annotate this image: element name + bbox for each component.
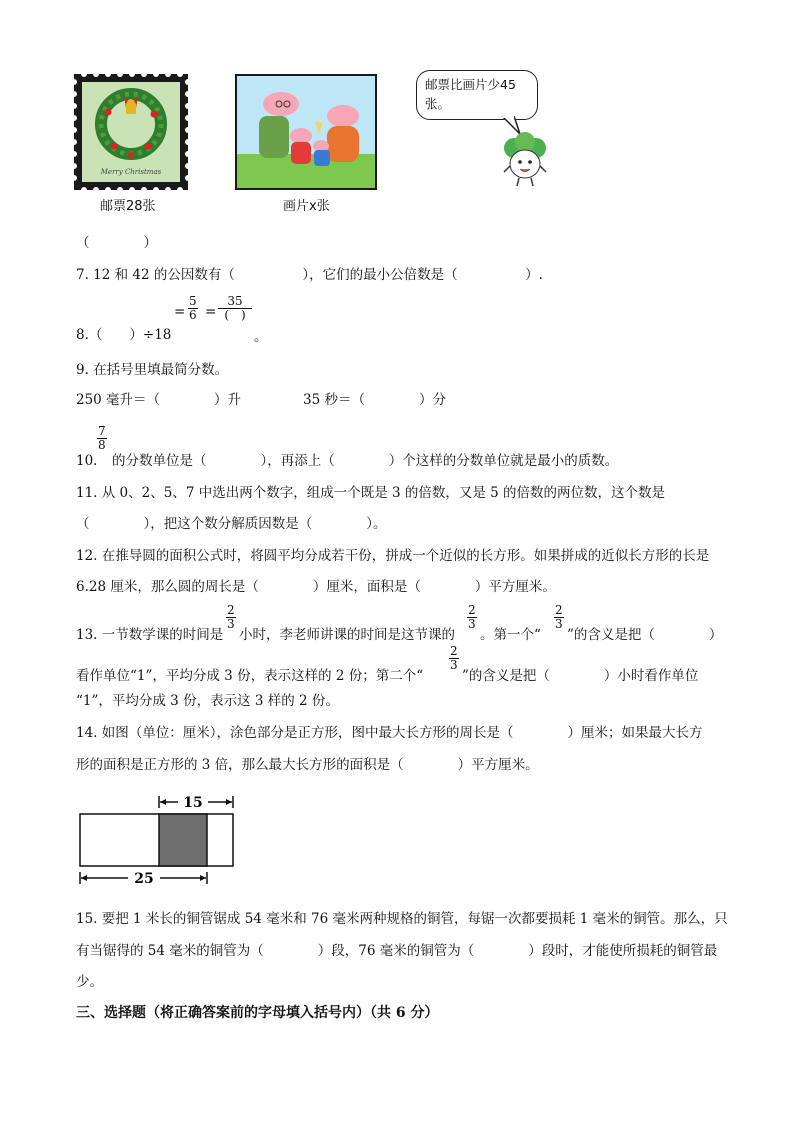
question-15-line2: 有当锯得的 54 毫米的铜管为（ ）段，76 毫米的铜管为（ ）段时，才能使所损耗的铜管最 xyxy=(76,943,718,959)
q14-dim-bottom: 25 xyxy=(134,871,154,887)
q13-frac-2: $\frac{2}{3}$ xyxy=(468,603,476,631)
q9-part-a: 250 毫升＝（ ）升 xyxy=(76,392,242,408)
question-12-line2: 6.28 厘米，那么圆的周长是（ ）厘米，面积是（ ）平方厘米。 xyxy=(76,579,556,595)
q8-frac2-num: 35 xyxy=(218,295,252,309)
q10-prefix: 10. xyxy=(76,453,98,469)
question-14-line2: 形的面积是正方形的 3 倍，那么最大长方形的面积是（ ）平方厘米。 xyxy=(76,757,539,773)
question-14-line1: 14. 如图（单位：厘米），涂色部分是正方形，图中最大长方形的周长是（ ）厘米；如果最大长方 xyxy=(76,725,703,741)
stamp-text: Merry Christmas xyxy=(100,168,162,176)
bubble-text: 邮票比画片少45张。 xyxy=(425,77,516,111)
q8-equals-1: = xyxy=(174,304,186,320)
q13-part1: 13. 一节数学课的时间是 xyxy=(76,627,224,643)
q13-part4: ”的含义是把（ ） xyxy=(567,627,723,643)
q8-frac1-den: 6 xyxy=(189,308,197,322)
q8-frac2 xyxy=(218,295,252,322)
q8-frac2-den[interactable]: ( ) xyxy=(224,308,246,322)
question-15-line1: 15. 要把 1 米长的铜管锯成 54 毫米和 76 毫米两种规格的铜管，每锯一次都要损耗 1 毫米的铜管。那么，只 xyxy=(76,911,728,927)
q8-frac1 xyxy=(188,295,198,322)
q8-prefix: 8.（ ）÷18 xyxy=(76,327,172,343)
q10-fraction xyxy=(97,425,107,452)
speech-bubble xyxy=(416,70,538,120)
q14-dim-top: 15 xyxy=(183,795,203,811)
q8-equals-2: = xyxy=(205,304,217,320)
q13-frac-4: $\frac{2}{3}$ xyxy=(450,644,458,672)
question-7: 7. 12 和 42 的公因数有（ ），它们的最小公倍数是（ ）. xyxy=(76,267,543,283)
q10-frac-den: 8 xyxy=(98,438,106,452)
q13-part3: 。第一个“ xyxy=(480,627,541,643)
q10-frac-num: 7 xyxy=(98,424,106,438)
q6-answer-blank[interactable]: （ ） xyxy=(76,235,157,251)
q8-suffix: 。 xyxy=(254,329,268,345)
stamp-image xyxy=(74,74,188,190)
q13-line2b: ”的含义是把（ ）小时看作单位 xyxy=(462,668,699,684)
question-9: 9. 在括号里填最简分数。 xyxy=(76,362,229,378)
q9-part-b: 35 秒＝（ ）分 xyxy=(303,392,446,408)
question-11-line1: 11. 从 0、2、5、7 中选出两个数字，组成一个既是 3 的倍数，又是 5 的倍数的两位数，这个数是 xyxy=(76,485,666,501)
q14-diagram xyxy=(70,792,250,892)
question-13 xyxy=(76,604,736,704)
picture-caption: 画片x张 xyxy=(283,199,330,214)
section-3-title: 三、选择题（将正确答案前的字母填入括号内）（共 6 分） xyxy=(76,1005,439,1021)
question-15-line3: 少。 xyxy=(76,974,103,990)
q13-part2: 小时，李老师讲课的时间是这节课的 xyxy=(239,627,455,643)
q13-frac-3: $\frac{2}{3}$ xyxy=(555,603,563,631)
q13-frac-1: $\frac{2}{3}$ xyxy=(227,603,235,631)
picture-image xyxy=(235,74,377,190)
q8-frac1-num: 5 xyxy=(189,294,197,308)
cabbage-character xyxy=(500,132,550,190)
q13-line2a: 看作单位“1”，平均分成 3 份，表示这样的 2 份；第二个“ xyxy=(76,668,424,684)
q14-shaded-square xyxy=(159,814,207,866)
question-11-line2: （ ），把这个数分解质因数是（ ）。 xyxy=(76,516,387,532)
question-10: 的分数单位是（ ），再添上（ ）个这样的分数单位就是最小的质数。 xyxy=(112,453,619,469)
question-13-line3: “1”，平均分成 3 份，表示这 3 样的 2 份。 xyxy=(76,693,339,709)
question-12-line1: 12. 在推导圆的面积公式时，将圆平均分成若干份，拼成一个近似的长方形。如果拼成的近似长方形的长是 xyxy=(76,548,710,564)
stamp-caption: 邮票28张 xyxy=(100,199,156,214)
